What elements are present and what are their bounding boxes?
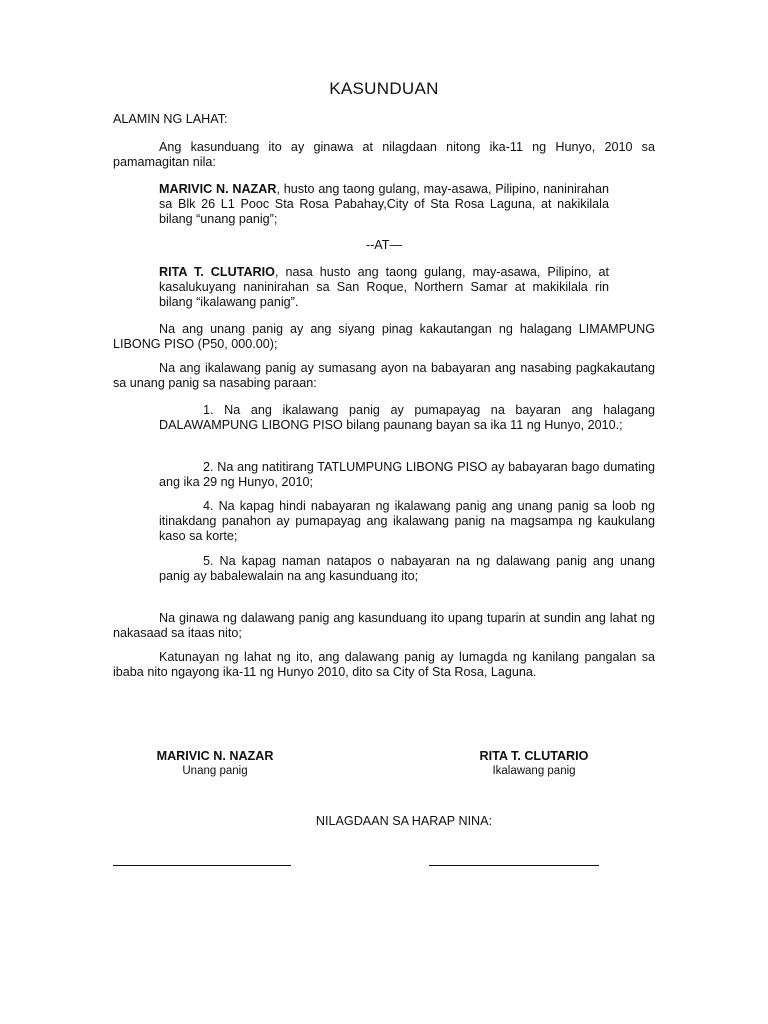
agree-clause [113,361,655,391]
greeting: ALAMIN NG LAHAT: [113,112,228,126]
signature-block-party1 [140,749,290,779]
signatory-role: Ikalawang panig [492,765,576,778]
party1-paragraph [159,182,609,228]
party2-name: RITA T. CLUTARIO [159,265,275,279]
attest-clause [113,650,655,680]
list-item [159,499,655,545]
party2-details: , nasa husto ang taong gulang, may-asawa, Pilipino, at kasalukuyang naninirahan sa San Roque, Northern Samar at makikilala rin bilang “ikalawang panig”. [159,265,609,310]
list-item-text: 5. Na kapag naman natapos o nabayaran na ng dalawang panig ang unang panig ay babalewalain na ang kasunduang ito; [159,554,655,584]
intro-paragraph [113,140,655,170]
witness-signature-line-left [113,865,291,866]
signatory-role: Unang panig [182,765,248,778]
list-item-text: 1. Na ang ikalawang panig ay pumapayag na bayaran ang halagang DALAWAMPUNG LIBONG PISO bilang paunang bayan sa ika 11 ng Hunyo, 2010.; [159,403,655,433]
done-clause-text: Na ginawa ng dalawang panig ang kasunduang ito upang tuparin at sundin ang lahat ng nakasaad sa itaas nito; [113,611,655,641]
party2-paragraph [159,265,609,311]
signatory-name: MARIVIC N. NAZAR [156,749,274,763]
list-item [159,554,655,584]
signature-block-party2 [459,749,609,779]
intro-text: Ang kasunduang ito ay ginawa at nilagdaan nitong ika-11 ng Hunyo, 2010 sa pamamagitan nila: [113,140,655,170]
witness-heading: NILAGDAAN SA HARAP NINA: [315,814,493,828]
witness-signature-line-right [429,865,599,866]
separator: --AT— [365,238,403,252]
list-item-text: 4. Na kapag hindi nabayaran ng ikalawang panig ang unang panig sa loob ng itinakdang panahon ay pumapayag ang ikalawang panig na magsampa ng kaukulang kaso sa korte; [159,499,655,544]
agree-clause-text: Na ang ikalawang panig ay sumasang ayon na babayaran ang nasabing pagkakautang sa unang panig sa nasabing paraan: [113,361,655,391]
list-item-text: 2. Na ang natitirang TATLUMPUNG LIBONG PISO ay babayaran bago dumating ang ika 29 ng Hunyo, 2010; [159,460,655,490]
debt-clause [113,322,655,352]
list-item [159,403,655,433]
party1-details: , husto ang taong gulang, may-asawa, Pilipino, naninirahan sa Blk 26 L1 Pooc Sta Rosa Pabahay,City of Sta Rosa Laguna, at nakikilala bilang “unang panig”; [159,182,609,227]
debt-clause-text: Na ang unang panig ay ang siyang pinag kakautangan ng halagang LIMAMPUNG LIBONG PISO (P50, 000.00); [113,322,655,352]
party1-name: MARIVIC N. NAZAR [159,182,277,196]
signatory-name: RITA T. CLUTARIO [479,749,589,763]
done-clause [113,611,655,641]
attest-clause-text: Katunayan ng lahat ng ito, ang dalawang panig ay lumagda ng kanilang pangalan sa ibaba nito ngayong ika-11 ng Hunyo 2010, dito sa City of Sta Rosa, Laguna. [113,650,655,680]
document-title: KASUNDUAN [329,79,439,98]
list-item [159,460,655,490]
